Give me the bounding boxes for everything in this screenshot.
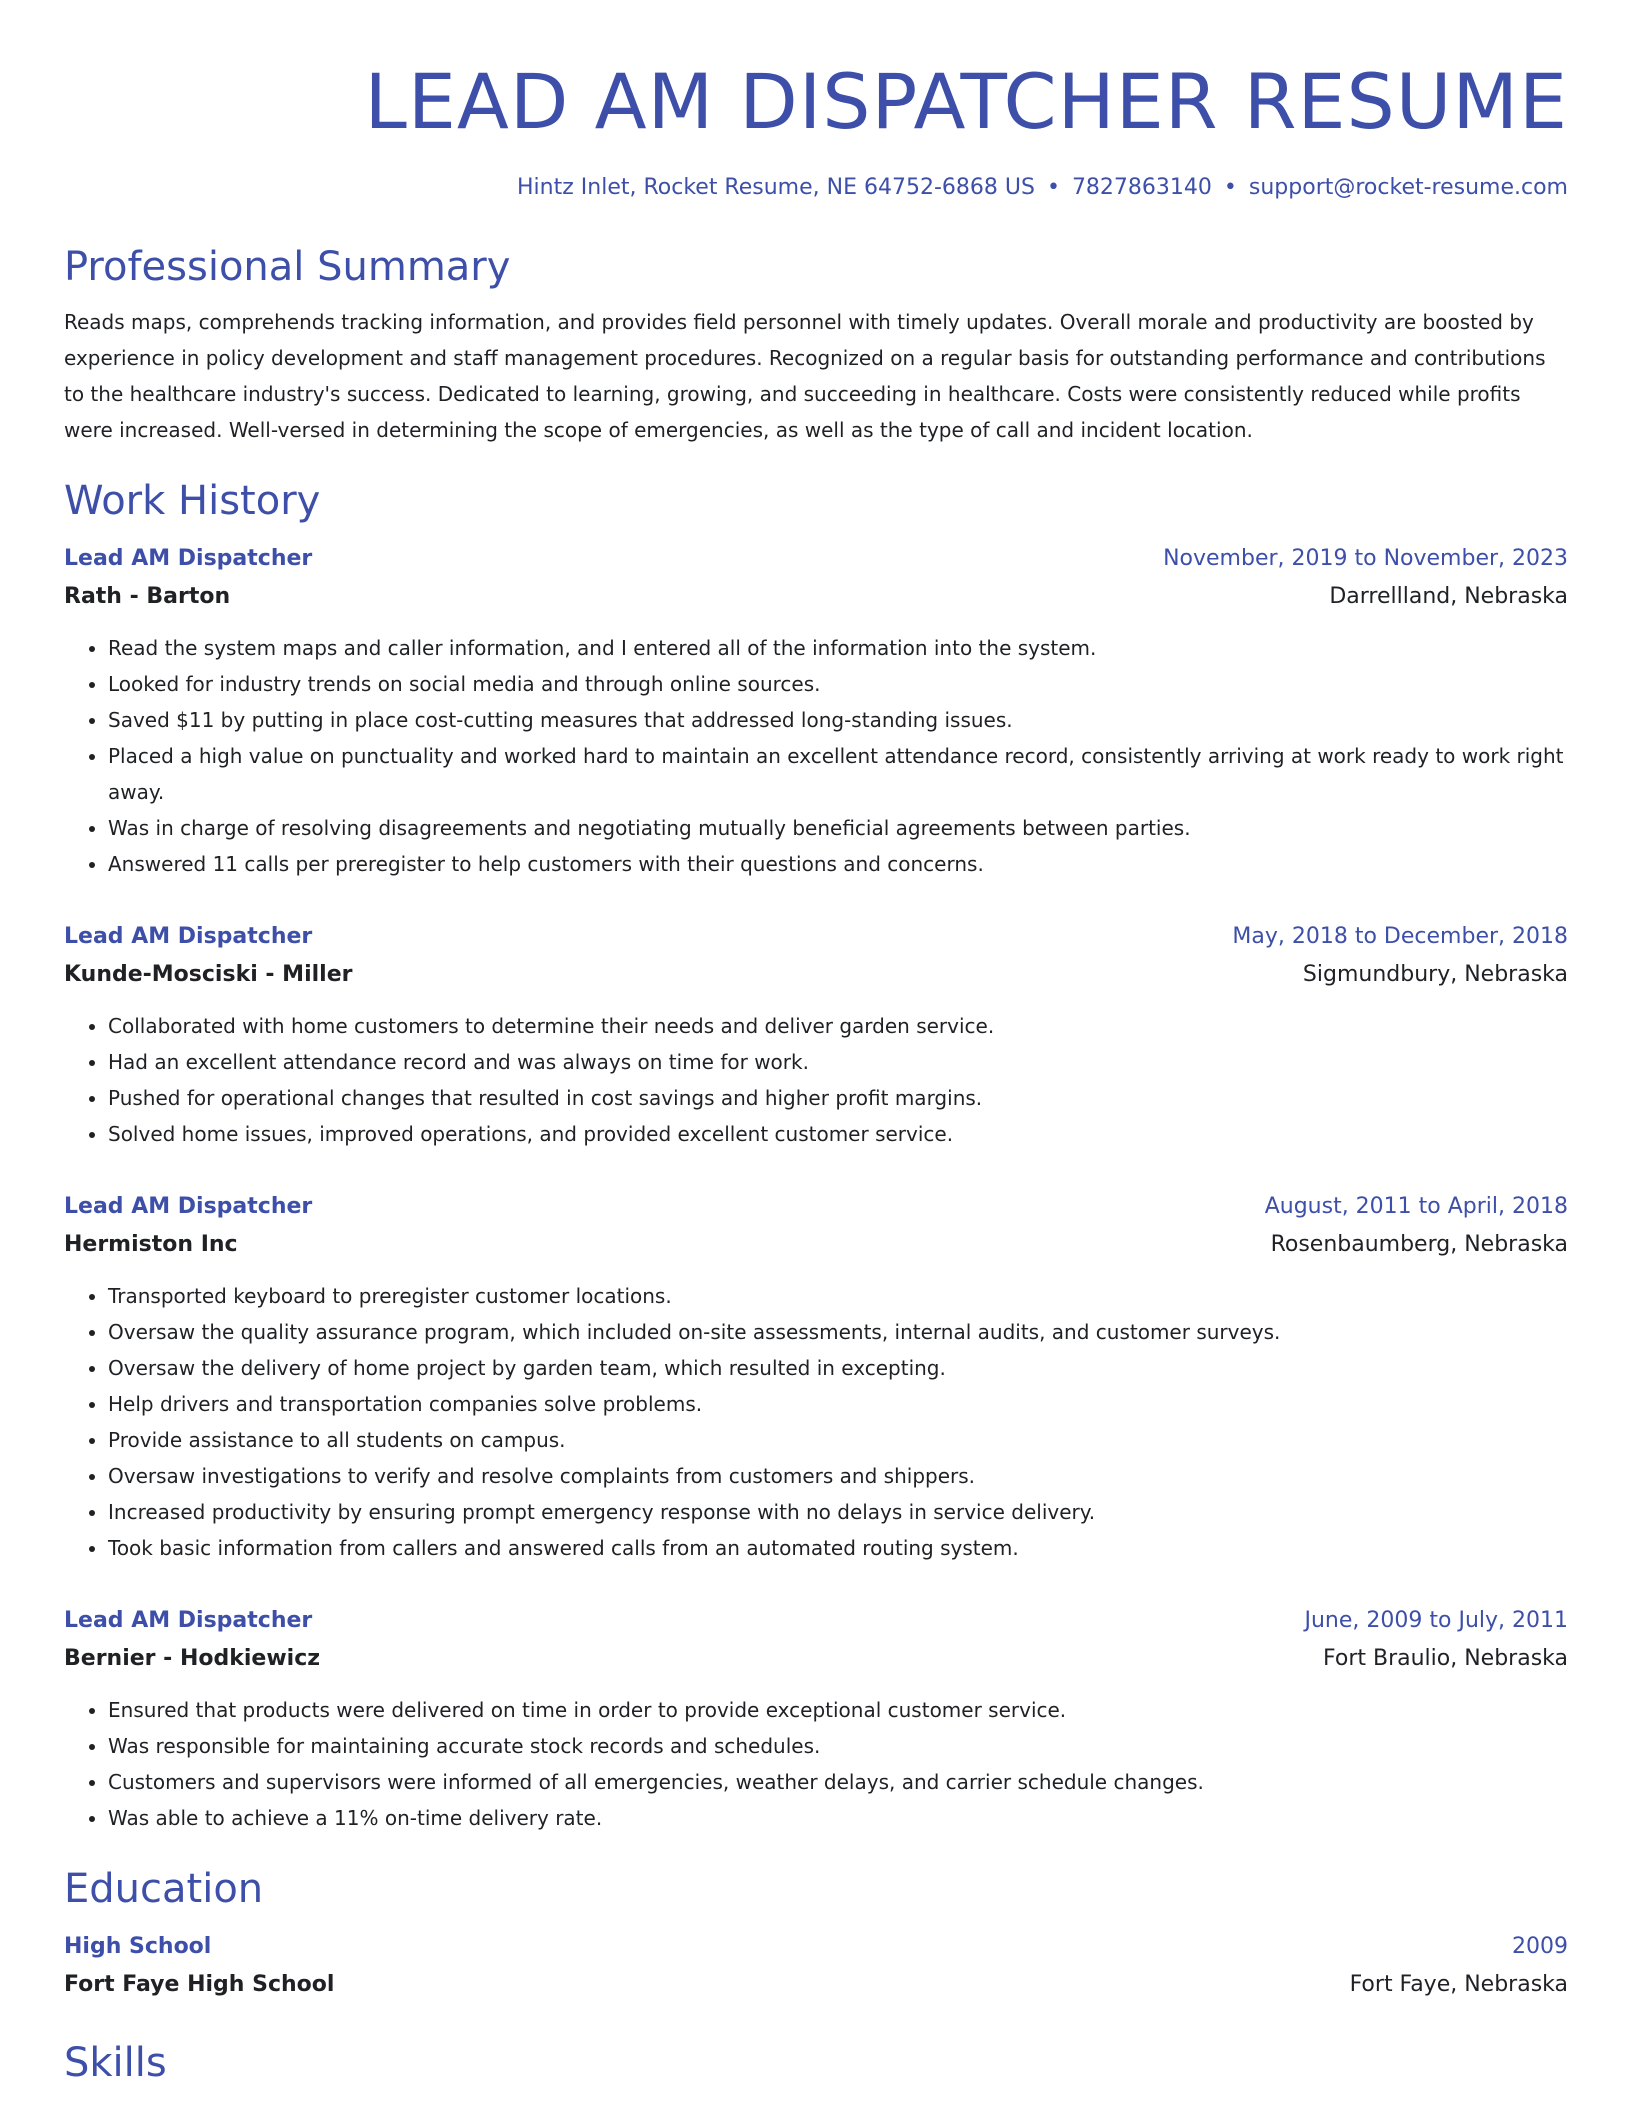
job-employer: Bernier - Hodkiewicz xyxy=(64,1646,321,1671)
job-bullet: • Saved $11 by putting in place cost-cutting measures that addressed long-standing issues. xyxy=(108,702,1568,738)
job-entry xyxy=(64,540,1568,882)
resume-title: LEAD AM DISPATCHER RESUME xyxy=(364,57,1568,146)
education-heading: Education xyxy=(64,1866,264,1912)
job-bullet: • Looked for industry trends on social media and through online sources. xyxy=(108,666,1568,702)
skills-heading: Skills xyxy=(64,2040,167,2086)
job-bullets xyxy=(64,1278,1568,1566)
education-year: 2009 xyxy=(1512,1934,1568,1959)
job-bullet: • Oversaw the delivery of home project by garden team, which resulted in excepting. xyxy=(108,1350,1568,1386)
summary-text: Reads maps, comprehends tracking information, and provides field personnel with timely updates. Overall morale and productivity are boosted by experience in policy development and staff management procedures. Recognized on a regular basis for outstanding performance and contributions to the healthcare industry's success. Dedicated to learning, growing, and succeeding in healthcare. Costs were consistently reduced while profits were increased. Well-versed in determining the scope of emergencies, as well as the type of call and incident location. xyxy=(64,310,1546,442)
work-history-heading: Work History xyxy=(64,478,321,524)
job-entry xyxy=(64,918,1568,1152)
job-title: Lead AM Dispatcher xyxy=(64,924,313,949)
summary-heading: Professional Summary xyxy=(64,244,511,290)
job-location: Fort Braulio, Nebraska xyxy=(1322,1646,1568,1671)
job-dates: November, 2019 to November, 2023 xyxy=(1163,546,1568,571)
job-bullets xyxy=(64,1692,1568,1836)
job-dates: May, 2018 to December, 2018 xyxy=(1232,924,1568,949)
job-bullet: • Oversaw investigations to verify and resolve complaints from customers and shippers. xyxy=(108,1458,1568,1494)
job-title: Lead AM Dispatcher xyxy=(64,1608,313,1633)
job-dates: August, 2011 to April, 2018 xyxy=(1264,1194,1568,1219)
contact-separator: • xyxy=(1046,175,1060,200)
contact-separator: • xyxy=(1223,175,1237,200)
job-location: Sigmundbury, Nebraska xyxy=(1302,962,1568,987)
job-bullet: • Provide assistance to all students on campus. xyxy=(108,1422,1568,1458)
job-bullet: • Answered 11 calls per preregister to help customers with their questions and concerns. xyxy=(108,846,1568,882)
job-bullet: • Customers and supervisors were informed of all emergencies, weather delays, and carrier schedule changes. xyxy=(108,1764,1568,1800)
job-bullets xyxy=(64,630,1568,882)
education-location: Fort Faye, Nebraska xyxy=(1349,1972,1568,1997)
job-entry xyxy=(64,1188,1568,1566)
contact-address: Hintz Inlet, Rocket Resume, NE 64752-6868 US xyxy=(517,175,1035,200)
job-bullet: • Took basic information from callers and answered calls from an automated routing system. xyxy=(108,1530,1568,1566)
contact-email: support@rocket-resume.com xyxy=(1248,175,1568,200)
job-bullet: • Oversaw the quality assurance program, which included on-site assessments, internal audits, and customer surveys. xyxy=(108,1314,1568,1350)
contact-line xyxy=(64,172,1568,204)
job-bullet: • Pushed for operational changes that resulted in cost savings and higher profit margins. xyxy=(108,1080,1568,1116)
education-degree: High School xyxy=(64,1934,212,1959)
job-bullet: • Had an excellent attendance record and was always on time for work. xyxy=(108,1044,1568,1080)
job-dates: June, 2009 to July, 2011 xyxy=(1304,1608,1568,1633)
job-bullet: • Was able to achieve a 11% on-time delivery rate. xyxy=(108,1800,1568,1836)
job-employer: Rath - Barton xyxy=(64,584,231,609)
job-title: Lead AM Dispatcher xyxy=(64,546,313,571)
job-employer: Hermiston Inc xyxy=(64,1232,238,1257)
job-location: Rosenbaumberg, Nebraska xyxy=(1270,1232,1568,1257)
job-bullet: • Help drivers and transportation companies solve problems. xyxy=(108,1386,1568,1422)
job-entry xyxy=(64,1602,1568,1836)
job-bullet: • Solved home issues, improved operations, and provided excellent customer service. xyxy=(108,1116,1568,1152)
job-location: Darrellland, Nebraska xyxy=(1329,584,1568,609)
job-employer: Kunde-Mosciski - Miller xyxy=(64,962,353,987)
job-bullet: • Placed a high value on punctuality and worked hard to maintain an excellent attendance record, consistently arriving at work ready to work right away. xyxy=(108,738,1568,810)
job-bullet: • Collaborated with home customers to determine their needs and deliver garden service. xyxy=(108,1008,1568,1044)
job-title: Lead AM Dispatcher xyxy=(64,1194,313,1219)
education-school: Fort Faye High School xyxy=(64,1972,335,1997)
job-bullet: • Was in charge of resolving disagreements and negotiating mutually beneficial agreements between parties. xyxy=(108,810,1568,846)
contact-phone: 7827863140 xyxy=(1071,175,1212,200)
job-bullet: • Read the system maps and caller information, and I entered all of the information into the system. xyxy=(108,630,1568,666)
job-bullet: • Transported keyboard to preregister customer locations. xyxy=(108,1278,1568,1314)
job-bullet: • Increased productivity by ensuring prompt emergency response with no delays in service delivery. xyxy=(108,1494,1568,1530)
job-bullet: • Was responsible for maintaining accurate stock records and schedules. xyxy=(108,1728,1568,1764)
education-entry xyxy=(64,1928,1568,2004)
job-bullets xyxy=(64,1008,1568,1152)
resume-page xyxy=(64,0,1568,2088)
job-bullet: • Ensured that products were delivered on time in order to provide exceptional customer service. xyxy=(108,1692,1568,1728)
